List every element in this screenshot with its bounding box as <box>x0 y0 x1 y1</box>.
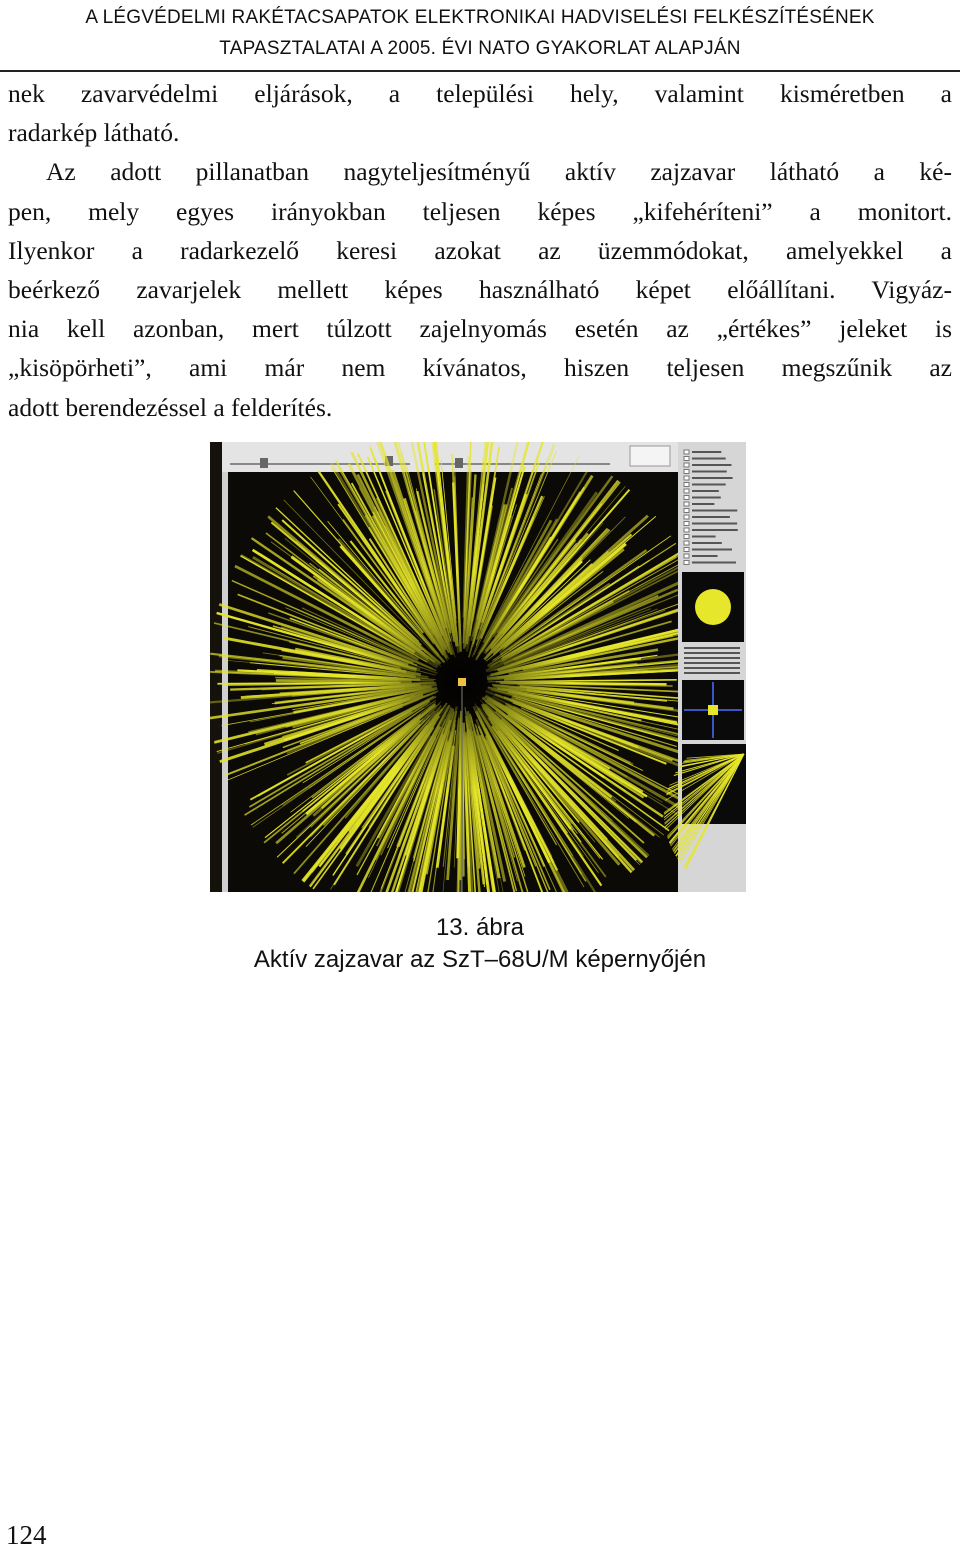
panel-readout-line <box>684 672 740 674</box>
panel-text-line <box>692 510 737 512</box>
header-line-1: A LÉGVÉDELMI RAKÉTACSAPATOK ELEKTRONIKAI HADVISELÉSI FELKÉSZÍTÉSÉNEK <box>85 7 875 28</box>
panel-text-line <box>692 542 722 544</box>
panel-text-line <box>692 503 714 505</box>
panel-readout-line <box>684 652 740 654</box>
body-line: pen, mely egyes irányokban teljesen képes „kifehéríteni” a monitort. <box>8 196 952 226</box>
panel-checkbox <box>684 522 689 526</box>
body-line: adott berendezéssel a felderítés. <box>8 392 333 422</box>
panel-readout-line <box>684 647 740 649</box>
panel-readout-line <box>684 662 740 664</box>
header-line-2: TAPASZTALATAI A 2005. ÉVI NATO GYAKORLAT ALAPJÁN <box>219 38 741 59</box>
panel-checkbox <box>684 470 689 474</box>
panel-text-line <box>692 516 730 518</box>
panel-checkbox <box>684 450 689 454</box>
target-marker <box>458 678 466 686</box>
toolbar <box>222 442 678 472</box>
panel-checkbox <box>684 528 689 532</box>
panel-text-line <box>692 555 718 557</box>
page-number: 124 <box>6 1520 47 1550</box>
panel-text-line <box>692 484 726 486</box>
panel-text-line <box>692 523 737 525</box>
radar-screen-photo <box>210 442 746 892</box>
panel-readout-line <box>684 667 740 669</box>
panel-text-line <box>692 529 738 531</box>
slider-handle <box>260 458 268 468</box>
body-line: radarkép látható. <box>8 118 180 148</box>
running-header <box>0 2 960 64</box>
panel-checkbox <box>684 463 689 467</box>
body-line: Az adott pillanatban nagyteljesítményű aktív zajzavar látható a ké- <box>46 157 952 187</box>
panel-checkbox <box>684 483 689 487</box>
panel-checkbox <box>684 509 689 513</box>
panel-text-line <box>692 536 716 538</box>
body-line: nia kell azonban, mert túlzott zajelnyomás esetén az „értékes” jeleket is <box>8 314 952 344</box>
panel-checkbox <box>684 476 689 480</box>
body-paragraphs <box>8 74 952 427</box>
panel-checkbox <box>684 548 689 552</box>
panel-text-line <box>692 497 721 499</box>
panel-checkbox <box>684 496 689 500</box>
body-line: nek zavarvédelmi eljárások, a települési hely, valamint kisméretben a <box>8 79 952 108</box>
body-line: „kisöpörheti”, ami már nem kívánatos, hiszen teljesen megszűnik az <box>8 353 952 383</box>
panel-checkbox <box>684 535 689 539</box>
panel-checkbox <box>684 457 689 461</box>
panel-text-line <box>692 562 736 564</box>
panel-text-line <box>692 471 727 473</box>
header-divider <box>0 70 960 72</box>
panel-text-line <box>692 458 726 460</box>
panel-text-line <box>692 549 732 551</box>
mini-display-blob <box>695 589 731 625</box>
slider-handle <box>455 458 463 468</box>
panel-checkbox <box>684 502 689 506</box>
figure-number: 13. ábra <box>435 914 525 941</box>
panel-readout-line <box>684 657 740 659</box>
panel-text-line <box>692 490 719 492</box>
panel-text-line <box>692 464 731 466</box>
panel-checkbox <box>684 541 689 545</box>
body-line: beérkező zavarjelek mellett képes használható képet előállítani. Vigyáz- <box>8 274 952 304</box>
panel-checkbox <box>684 515 689 519</box>
radar-screen-image <box>210 442 746 892</box>
panel-text-line <box>692 451 721 453</box>
panel-checkbox <box>684 561 689 565</box>
panel-checkbox <box>684 554 689 558</box>
body-line: Ilyenkor a radarkezelő keresi azokat az üzemmódokat, amelyekkel a <box>8 235 952 265</box>
panel-checkbox <box>684 489 689 493</box>
figure-caption: Aktív zajzavar az SzT–68U/M képernyőjén <box>253 946 707 973</box>
panel-text-line <box>692 477 733 479</box>
